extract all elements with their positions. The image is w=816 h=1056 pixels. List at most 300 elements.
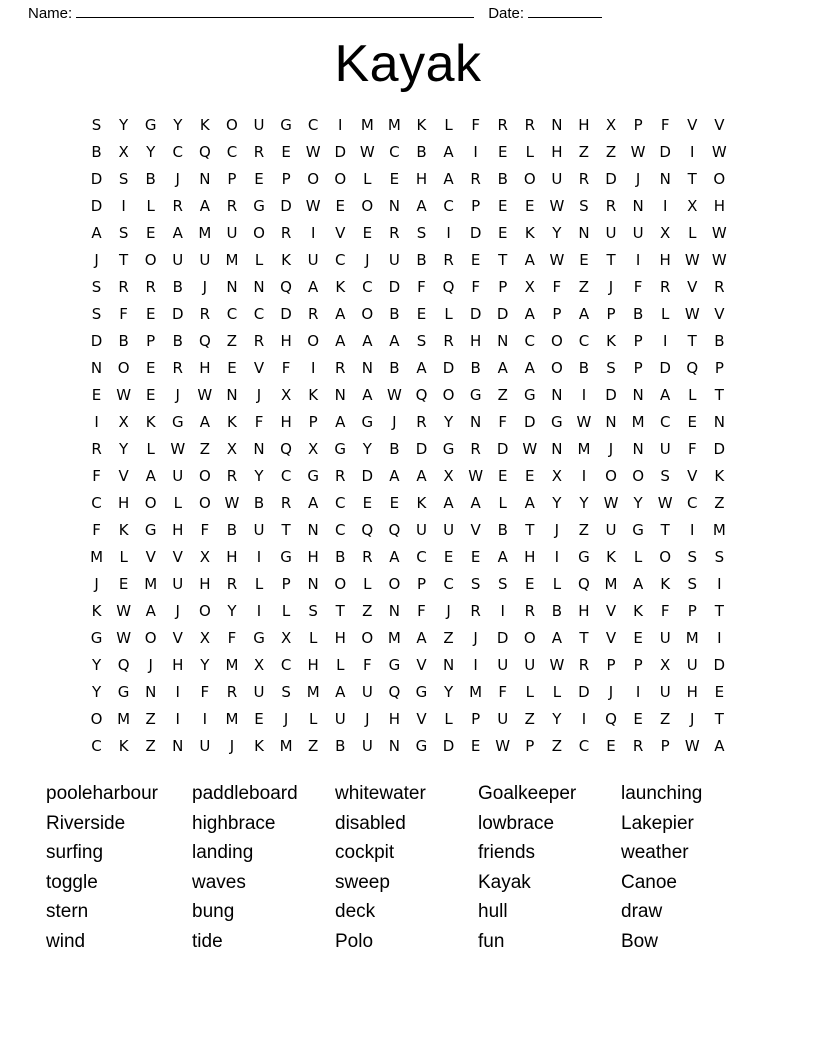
grid-cell[interactable]: G — [334, 440, 347, 458]
grid-cell[interactable]: X — [280, 386, 292, 404]
grid-cell[interactable]: X — [199, 548, 210, 566]
grid-cell[interactable]: A — [145, 467, 156, 485]
grid-cell[interactable]: B — [172, 278, 183, 296]
grid-cell[interactable]: N — [172, 737, 184, 755]
grid-cell[interactable]: G — [632, 521, 644, 539]
grid-cell[interactable]: R — [443, 251, 454, 269]
grid-cell[interactable]: A — [497, 548, 508, 566]
grid-cell[interactable]: Q — [280, 278, 292, 296]
grid-cell[interactable]: B — [497, 170, 508, 188]
grid-cell[interactable]: D — [90, 332, 103, 350]
grid-cell[interactable]: H — [578, 602, 590, 620]
grid-cell[interactable]: C — [443, 197, 454, 215]
grid-cell[interactable]: R — [714, 278, 725, 296]
grid-cell[interactable]: D — [659, 359, 671, 377]
grid-cell[interactable]: K — [416, 116, 427, 134]
grid-cell[interactable]: V — [416, 656, 427, 674]
grid-cell[interactable]: D — [578, 683, 590, 701]
grid-cell[interactable]: W — [305, 197, 321, 215]
grid-cell[interactable]: U — [659, 629, 671, 647]
grid-cell[interactable]: L — [281, 602, 291, 620]
grid-cell[interactable]: T — [687, 170, 697, 188]
grid-cell[interactable]: W — [522, 440, 538, 458]
grid-cell[interactable]: Q — [686, 359, 699, 377]
grid-cell[interactable]: J — [392, 413, 397, 431]
grid-cell[interactable]: U — [361, 683, 373, 701]
word-list-item[interactable]: Riverside — [46, 812, 126, 834]
grid-cell[interactable]: N — [226, 278, 238, 296]
grid-cell[interactable]: K — [633, 602, 644, 620]
grid-cell[interactable]: J — [635, 170, 641, 188]
grid-cell[interactable]: A — [714, 737, 725, 755]
grid-cell[interactable]: L — [336, 656, 345, 674]
grid-cell[interactable]: T — [687, 332, 697, 350]
grid-cell[interactable]: F — [227, 629, 237, 647]
grid-cell[interactable]: R — [91, 440, 102, 458]
grid-cell[interactable]: W — [711, 251, 727, 269]
grid-cell[interactable]: N — [361, 359, 373, 377]
grid-cell[interactable]: S — [579, 197, 589, 215]
grid-cell[interactable]: Q — [198, 143, 211, 161]
grid-cell[interactable]: B — [172, 332, 183, 350]
grid-cell[interactable]: X — [660, 656, 671, 674]
word-list-item[interactable]: cockpit — [335, 842, 395, 864]
grid-cell[interactable]: B — [91, 143, 102, 161]
grid-cell[interactable]: W — [224, 494, 240, 512]
grid-cell[interactable]: W — [603, 494, 619, 512]
grid-cell[interactable]: M — [306, 683, 320, 701]
grid-cell[interactable]: A — [551, 629, 562, 647]
grid-cell[interactable]: A — [389, 467, 400, 485]
grid-cell[interactable]: H — [199, 359, 211, 377]
grid-cell[interactable]: J — [608, 440, 614, 458]
grid-cell[interactable]: M — [387, 116, 401, 134]
grid-cell[interactable]: I — [256, 602, 262, 620]
grid-cell[interactable]: G — [415, 683, 428, 701]
grid-cell[interactable]: V — [605, 602, 617, 620]
grid-cell[interactable]: P — [308, 413, 318, 431]
grid-cell[interactable]: M — [144, 575, 158, 593]
grid-cell[interactable]: J — [283, 710, 289, 728]
grid-cell[interactable]: U — [172, 467, 184, 485]
grid-cell[interactable]: A — [145, 602, 156, 620]
grid-cell[interactable]: P — [606, 305, 616, 323]
grid-cell[interactable]: S — [470, 575, 481, 593]
grid-cell[interactable]: A — [335, 413, 346, 431]
grid-cell[interactable]: X — [443, 467, 454, 485]
grid-cell[interactable]: B — [389, 359, 400, 377]
grid-cell[interactable]: F — [660, 116, 670, 134]
grid-cell[interactable]: Y — [552, 494, 562, 512]
grid-cell[interactable]: V — [145, 548, 156, 566]
grid-cell[interactable]: D — [442, 359, 455, 377]
grid-cell[interactable]: O — [713, 170, 726, 188]
grid-cell[interactable]: L — [688, 386, 697, 404]
grid-cell[interactable]: R — [335, 467, 346, 485]
grid-cell[interactable]: I — [581, 710, 587, 728]
grid-cell[interactable]: D — [280, 305, 292, 323]
grid-cell[interactable]: H — [659, 251, 671, 269]
grid-cell[interactable]: P — [416, 575, 426, 593]
grid-cell[interactable]: Q — [388, 683, 401, 701]
grid-cell[interactable]: R — [632, 737, 644, 755]
grid-cell[interactable]: D — [496, 305, 509, 323]
grid-cell[interactable]: U — [226, 224, 238, 242]
grid-cell[interactable]: N — [632, 440, 644, 458]
grid-cell[interactable]: V — [253, 359, 265, 377]
word-list-item[interactable]: landing — [192, 842, 254, 864]
grid-cell[interactable]: R — [389, 224, 400, 242]
grid-cell[interactable]: C — [335, 494, 346, 512]
grid-cell[interactable]: O — [334, 170, 347, 188]
grid-cell[interactable]: H — [388, 710, 401, 728]
grid-cell[interactable]: V — [470, 521, 481, 539]
grid-cell[interactable]: W — [684, 305, 700, 323]
grid-cell[interactable]: T — [579, 629, 589, 647]
grid-cell[interactable]: C — [226, 143, 238, 161]
grid-cell[interactable]: F — [498, 413, 508, 431]
grid-cell[interactable]: O — [550, 359, 563, 377]
grid-cell[interactable]: L — [444, 305, 453, 323]
grid-cell[interactable]: E — [497, 467, 508, 485]
grid-cell[interactable]: O — [523, 629, 536, 647]
grid-cell[interactable]: T — [281, 521, 291, 539]
grid-cell[interactable]: X — [226, 440, 238, 458]
grid-cell[interactable]: I — [581, 386, 587, 404]
grid-cell[interactable]: Z — [308, 737, 319, 755]
grid-cell[interactable]: O — [523, 170, 536, 188]
grid-cell[interactable]: N — [470, 413, 482, 431]
grid-cell[interactable]: Z — [714, 494, 725, 512]
grid-cell[interactable]: G — [578, 548, 590, 566]
grid-cell[interactable]: Y — [119, 440, 129, 458]
grid-cell[interactable]: R — [443, 332, 454, 350]
grid-cell[interactable]: Z — [578, 278, 590, 296]
grid-cell[interactable]: P — [471, 710, 481, 728]
grid-cell[interactable]: H — [172, 656, 184, 674]
grid-cell[interactable]: G — [171, 413, 184, 431]
grid-cell[interactable]: K — [606, 548, 616, 566]
grid-cell[interactable]: F — [633, 278, 643, 296]
grid-cell[interactable]: Y — [254, 467, 264, 485]
grid-cell[interactable]: B — [632, 305, 644, 323]
grid-cell[interactable]: F — [687, 440, 697, 458]
grid-cell[interactable]: I — [310, 224, 316, 242]
word-list-item[interactable]: draw — [621, 901, 663, 923]
grid-cell[interactable]: Z — [578, 521, 590, 539]
grid-cell[interactable]: O — [442, 386, 455, 404]
word-list-item[interactable]: Canoe — [621, 871, 677, 893]
grid-cell[interactable]: M — [117, 710, 131, 728]
grid-cell[interactable]: D — [496, 629, 509, 647]
grid-cell[interactable]: F — [498, 683, 508, 701]
word-list-item[interactable]: Polo — [335, 930, 374, 952]
grid-cell[interactable]: G — [144, 521, 157, 539]
grid-cell[interactable]: B — [145, 170, 156, 188]
grid-cell[interactable]: R — [497, 116, 508, 134]
grid-cell[interactable]: U — [253, 116, 265, 134]
grid-cell[interactable]: N — [605, 413, 617, 431]
grid-cell[interactable]: J — [365, 710, 370, 728]
grid-cell[interactable]: D — [361, 467, 374, 485]
grid-cell[interactable]: D — [442, 737, 455, 755]
grid-cell[interactable]: X — [605, 116, 617, 134]
grid-cell[interactable]: T — [498, 251, 508, 269]
grid-cell[interactable]: I — [121, 197, 126, 215]
grid-cell[interactable]: D — [388, 278, 401, 296]
grid-cell[interactable]: A — [416, 467, 427, 485]
grid-cell[interactable]: R — [605, 197, 617, 215]
grid-cell[interactable]: N — [578, 224, 590, 242]
grid-cell[interactable]: N — [632, 386, 644, 404]
grid-cell[interactable]: W — [684, 737, 700, 755]
grid-cell[interactable]: W — [305, 143, 321, 161]
grid-cell[interactable]: R — [280, 494, 292, 512]
grid-cell[interactable]: W — [197, 386, 213, 404]
grid-cell[interactable]: C — [280, 656, 292, 674]
grid-cell[interactable]: J — [94, 575, 99, 593]
grid-cell[interactable]: M — [90, 548, 104, 566]
grid-cell[interactable]: Z — [524, 710, 535, 728]
grid-cell[interactable]: Z — [145, 737, 156, 755]
word-list-item[interactable]: toggle — [46, 871, 98, 893]
grid-cell[interactable]: M — [577, 440, 591, 458]
grid-cell[interactable]: F — [660, 602, 670, 620]
grid-cell[interactable]: H — [415, 170, 428, 188]
grid-cell[interactable]: Q — [415, 386, 428, 404]
grid-cell[interactable]: Z — [660, 710, 671, 728]
grid-cell[interactable]: N — [388, 602, 401, 620]
grid-cell[interactable]: H — [117, 494, 130, 512]
grid-cell[interactable]: J — [256, 386, 262, 404]
grid-cell[interactable]: U — [388, 251, 400, 269]
grid-cell[interactable]: K — [199, 116, 210, 134]
grid-cell[interactable]: G — [442, 440, 455, 458]
grid-cell[interactable]: O — [226, 116, 238, 134]
grid-cell[interactable]: G — [144, 116, 157, 134]
grid-cell[interactable]: S — [687, 548, 698, 566]
grid-cell[interactable]: C — [280, 467, 292, 485]
grid-cell[interactable]: O — [334, 575, 347, 593]
grid-cell[interactable]: V — [687, 116, 698, 134]
grid-cell[interactable]: M — [225, 251, 239, 269]
grid-cell[interactable]: K — [660, 575, 671, 593]
grid-cell[interactable]: P — [633, 359, 643, 377]
grid-cell[interactable]: E — [335, 197, 345, 215]
word-list-item[interactable]: friends — [478, 842, 536, 864]
grid-cell[interactable]: I — [662, 197, 668, 215]
grid-cell[interactable]: U — [415, 521, 427, 539]
grid-cell[interactable]: W — [170, 440, 186, 458]
grid-cell[interactable]: Y — [200, 656, 210, 674]
grid-cell[interactable]: Z — [551, 737, 562, 755]
grid-cell[interactable]: M — [631, 413, 645, 431]
grid-cell[interactable]: J — [175, 386, 180, 404]
grid-cell[interactable]: W — [711, 143, 727, 161]
grid-cell[interactable]: D — [605, 170, 617, 188]
grid-cell[interactable]: K — [606, 332, 616, 350]
grid-cell[interactable]: E — [633, 710, 643, 728]
grid-cell[interactable]: S — [416, 224, 427, 242]
grid-cell[interactable]: F — [119, 305, 128, 323]
grid-cell[interactable]: P — [281, 575, 291, 593]
grid-cell[interactable]: T — [525, 521, 535, 539]
grid-cell[interactable]: S — [687, 575, 698, 593]
grid-cell[interactable]: E — [145, 224, 156, 242]
grid-cell[interactable]: X — [253, 656, 265, 674]
grid-cell[interactable]: J — [365, 251, 370, 269]
grid-cell[interactable]: A — [335, 683, 346, 701]
grid-cell[interactable]: S — [660, 467, 670, 485]
grid-cell[interactable]: I — [202, 710, 208, 728]
word-list-item[interactable]: stern — [46, 901, 89, 923]
grid-cell[interactable]: A — [308, 494, 319, 512]
grid-cell[interactable]: R — [307, 305, 319, 323]
grid-cell[interactable]: T — [714, 710, 724, 728]
grid-cell[interactable]: R — [253, 143, 265, 161]
grid-cell[interactable]: N — [659, 170, 671, 188]
grid-cell[interactable]: E — [525, 575, 535, 593]
grid-cell[interactable]: S — [118, 224, 129, 242]
word-list-item[interactable]: whitewater — [335, 783, 426, 804]
grid-cell[interactable]: I — [338, 116, 343, 134]
name-write-line[interactable] — [76, 5, 474, 18]
grid-cell[interactable]: B — [416, 251, 427, 269]
grid-cell[interactable]: D — [334, 143, 347, 161]
grid-cell[interactable]: C — [659, 413, 671, 431]
grid-cell[interactable]: E — [579, 251, 589, 269]
grid-cell[interactable]: Y — [362, 440, 372, 458]
grid-cell[interactable]: E — [525, 467, 535, 485]
grid-cell[interactable]: A — [416, 629, 427, 647]
grid-cell[interactable]: B — [551, 602, 563, 620]
grid-cell[interactable]: L — [308, 710, 318, 728]
grid-cell[interactable]: R — [362, 548, 373, 566]
grid-cell[interactable]: G — [469, 386, 482, 404]
grid-cell[interactable]: P — [633, 116, 643, 134]
grid-cell[interactable]: L — [146, 197, 155, 215]
grid-cell[interactable]: H — [280, 413, 292, 431]
word-list-item[interactable]: pooleharbour — [46, 783, 158, 804]
grid-cell[interactable]: I — [175, 683, 180, 701]
grid-cell[interactable]: I — [690, 143, 695, 161]
grid-cell[interactable]: P — [471, 197, 481, 215]
grid-cell[interactable]: R — [470, 602, 481, 620]
grid-cell[interactable]: L — [444, 710, 453, 728]
grid-cell[interactable]: B — [253, 494, 265, 512]
grid-cell[interactable]: L — [363, 170, 372, 188]
grid-cell[interactable]: M — [225, 656, 239, 674]
grid-cell[interactable]: W — [549, 251, 565, 269]
grid-cell[interactable]: I — [581, 467, 587, 485]
grid-cell[interactable]: S — [606, 359, 616, 377]
grid-cell[interactable]: Y — [443, 413, 454, 431]
grid-cell[interactable]: G — [523, 386, 536, 404]
grid-cell[interactable]: M — [387, 629, 401, 647]
grid-cell[interactable]: O — [605, 467, 617, 485]
grid-cell[interactable]: Y — [633, 494, 643, 512]
grid-cell[interactable]: F — [417, 602, 426, 620]
word-list-item[interactable]: tide — [192, 930, 223, 952]
grid-cell[interactable]: A — [172, 224, 183, 242]
grid-cell[interactable]: A — [335, 305, 346, 323]
grid-cell[interactable]: B — [226, 521, 238, 539]
grid-cell[interactable]: P — [633, 332, 643, 350]
word-list-item[interactable]: deck — [335, 901, 376, 923]
grid-cell[interactable]: N — [442, 656, 455, 674]
grid-cell[interactable]: A — [91, 224, 102, 242]
grid-cell[interactable]: G — [253, 197, 265, 215]
grid-cell[interactable]: X — [280, 629, 292, 647]
grid-cell[interactable]: Q — [280, 440, 292, 458]
grid-cell[interactable]: W — [495, 737, 511, 755]
grid-cell[interactable]: F — [200, 683, 210, 701]
grid-cell[interactable]: A — [632, 575, 644, 593]
grid-cell[interactable]: P — [525, 737, 535, 755]
grid-cell[interactable]: D — [713, 440, 726, 458]
grid-cell[interactable]: R — [524, 602, 535, 620]
grid-cell[interactable]: Q — [578, 575, 590, 593]
grid-cell[interactable]: R — [335, 359, 346, 377]
grid-cell[interactable]: R — [226, 467, 238, 485]
grid-cell[interactable]: Y — [91, 683, 102, 701]
grid-cell[interactable]: M — [360, 116, 374, 134]
grid-cell[interactable]: P — [633, 656, 643, 674]
grid-cell[interactable]: F — [200, 521, 210, 539]
grid-cell[interactable]: W — [549, 656, 565, 674]
grid-cell[interactable]: G — [280, 116, 292, 134]
grid-cell[interactable]: P — [227, 170, 237, 188]
grid-cell[interactable]: S — [91, 305, 102, 323]
grid-cell[interactable]: F — [552, 278, 562, 296]
grid-cell[interactable]: L — [363, 575, 372, 593]
grid-cell[interactable]: V — [687, 278, 698, 296]
grid-cell[interactable]: A — [199, 413, 210, 431]
grid-cell[interactable]: I — [94, 413, 99, 431]
grid-cell[interactable]: L — [173, 494, 182, 512]
grid-cell[interactable]: G — [361, 413, 374, 431]
grid-cell[interactable]: X — [551, 467, 562, 485]
grid-cell[interactable]: P — [687, 602, 697, 620]
grid-cell[interactable]: R — [172, 359, 183, 377]
grid-cell[interactable]: G — [90, 629, 103, 647]
grid-cell[interactable]: R — [253, 332, 265, 350]
grid-cell[interactable]: E — [145, 359, 156, 377]
word-list-item[interactable]: wind — [46, 930, 86, 952]
grid-cell[interactable]: H — [334, 629, 346, 647]
grid-cell[interactable]: P — [714, 359, 724, 377]
grid-cell[interactable]: I — [635, 683, 641, 701]
word-list-item[interactable]: fun — [478, 930, 505, 952]
grid-cell[interactable]: D — [469, 224, 482, 242]
grid-cell[interactable]: O — [307, 170, 320, 188]
grid-cell[interactable]: R — [578, 656, 590, 674]
grid-cell[interactable]: E — [389, 170, 400, 188]
grid-cell[interactable]: C — [91, 494, 102, 512]
word-list-item[interactable]: hull — [478, 901, 508, 923]
grid-cell[interactable]: J — [202, 278, 208, 296]
grid-cell[interactable]: R — [280, 224, 292, 242]
grid-cell[interactable]: N — [551, 116, 563, 134]
grid-cell[interactable]: O — [144, 629, 157, 647]
grid-cell[interactable]: F — [281, 359, 291, 377]
word-list-item[interactable]: disabled — [335, 812, 406, 834]
grid-cell[interactable]: U — [497, 710, 509, 728]
grid-cell[interactable]: U — [307, 251, 319, 269]
grid-cell[interactable]: F — [92, 521, 101, 539]
grid-cell[interactable]: O — [90, 710, 103, 728]
grid-cell[interactable]: Y — [173, 116, 183, 134]
